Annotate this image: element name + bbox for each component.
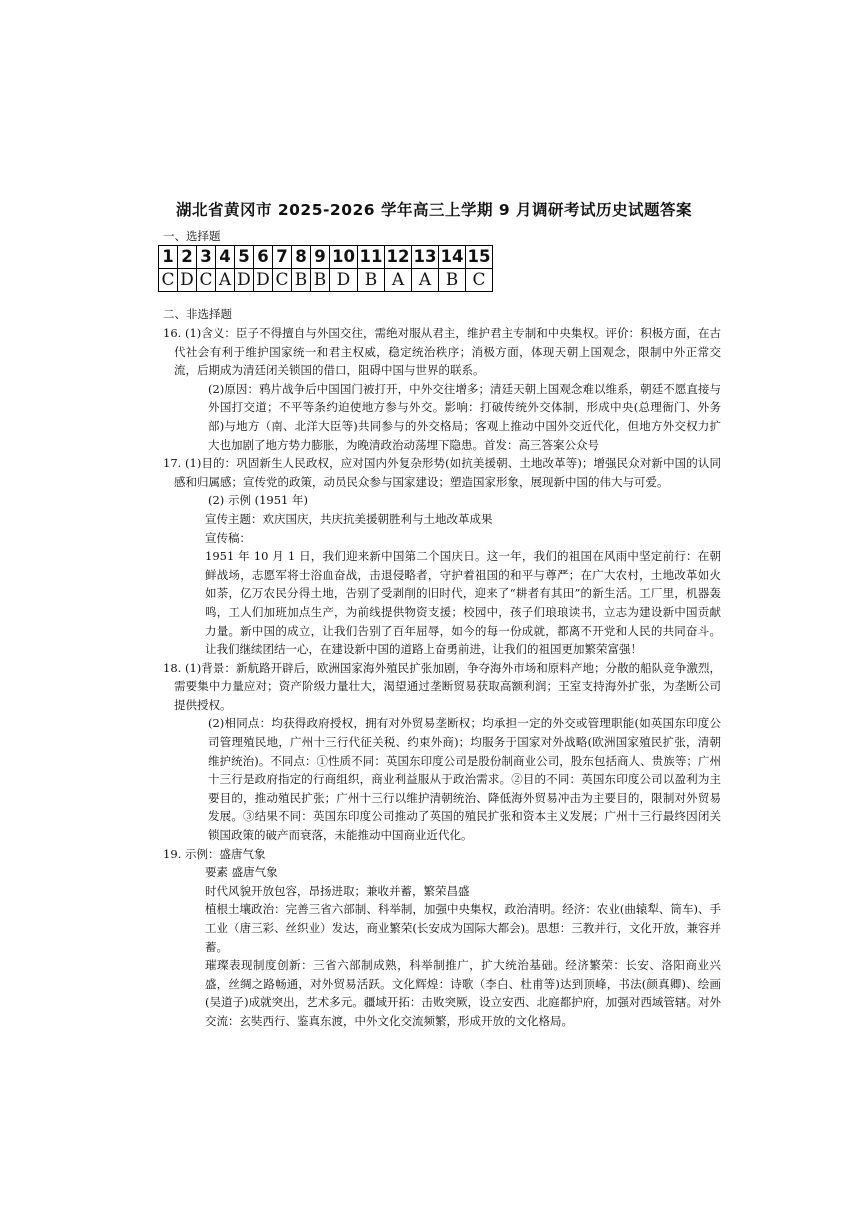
answer-table-number-row <box>159 246 493 269</box>
question-number: 15 <box>466 246 493 269</box>
answer-letter: B <box>292 269 311 292</box>
q16-part1: 16. (1)含义：臣子不得擅自与外国交往，需绝对服从君主，维护君主专制和中央集权。评价：积极方面，在古代社会有利于维护国家统一和君主权威，稳定统治秩序；消极方面，体现天朝上国观念，限制中外正常交流，后期成为清廷闭关锁国的借口，阻碍中国与世界的联系。 <box>163 326 721 378</box>
essay-answers <box>163 324 721 1031</box>
answer-letter: C <box>159 269 178 292</box>
answer-letter: B <box>358 269 385 292</box>
answer-table <box>158 245 493 292</box>
q18-part1: 18. (1)背景：新航路开辟后，欧洲国家海外殖民扩张加剧，争夺海外市场和原料产地；分散的船队竞争激烈，需要集中力量应对；资产阶级力量壮大，渴望通过垄断贸易获取高额利润；王室支持海外扩张，为垄断公司提供授权。 <box>163 660 721 712</box>
q17-part2: (2) 示例 (1951 年) <box>208 493 308 508</box>
q16-part2: (2)原因：鸦片战争后中国国门被打开，中外交往增多；清廷天朝上国观念难以维系，朝廷不愿直接与外国打交道；不平等条约迫使地方参与外交。影响：打破传统外交体制，形成中央(总理衙门、外务部)与地方（南、北洋大臣等)共同参与的外交格局；客观上推动中国外交近代化，但地方外交权力扩大也加剧了地方势力膨胀，为晚清政治动荡埋下隐患。首发：高三答案公众号 <box>208 381 721 452</box>
question-number: 9 <box>311 246 330 269</box>
question-number: 6 <box>254 246 273 269</box>
answer-letter: A <box>216 269 235 292</box>
answer-letter: B <box>311 269 330 292</box>
question-number: 12 <box>385 246 412 269</box>
answer-letter: B <box>439 269 466 292</box>
q19-roots: 植根土壤政治：完善三省六部制、科举制，加强中央集权，政治清明。经济：农业(曲辕犁、筒车)、手工业（唐三彩、丝织业）发达，商业繁荣(长安成为国际大都会)。思想：三教并行，文化开放，兼容并蓄。 <box>205 902 721 954</box>
answer-letter: D <box>235 269 254 292</box>
q19-spirit: 时代风貌开放包容，昂扬进取；兼收并蓄，繁荣昌盛 <box>205 883 470 898</box>
q19-elements: 要素 盛唐气象 <box>205 865 278 880</box>
question-number: 4 <box>216 246 235 269</box>
question-number: 2 <box>178 246 197 269</box>
question-number: 14 <box>439 246 466 269</box>
question-number: 3 <box>197 246 216 269</box>
q17-draft: 1951 年 10 月 1 日，我们迎来新中国第二个国庆日。这一年，我们的祖国在风雨中坚定前行：在朝鲜战场，志愿军将士浴血奋战，击退侵略者，守护着祖国的和平与尊严；在广大农村，土地改革如火如荼，亿万农民分得土地，告别了受剥削的旧时代，迎来了“耕者有其田”的新生活。工厂里，机器轰鸣，工人们加班加点生产，为前线提供物资支援；校园中，孩子们琅琅读书，立志为建设新中国贡献力量。新中国的成立，让我们告别了百年屈辱，如今的每一份成就，都离不开党和人民的共同奋斗。让我们继续团结一心，在建设新中国的道路上奋勇前进，让我们的祖国更加繁荣富强！ <box>205 549 721 657</box>
question-number: 1 <box>159 246 178 269</box>
answer-letter: C <box>273 269 292 292</box>
question-number: 11 <box>358 246 385 269</box>
answer-letter: D <box>178 269 197 292</box>
section-multiple-choice-label: 一、选择题 <box>163 229 221 243</box>
answer-letter: A <box>385 269 412 292</box>
answer-letter: A <box>412 269 439 292</box>
q17-draft-label: 宣传稿： <box>205 530 251 545</box>
page-title: 湖北省黄冈市 2025-2026 学年高三上学期 9 月调研考试历史试题答案 <box>175 201 693 219</box>
answer-letter: C <box>197 269 216 292</box>
answer-letter: D <box>330 269 358 292</box>
answer-letter: D <box>254 269 273 292</box>
answer-table-letter-row <box>159 269 493 292</box>
question-number: 5 <box>235 246 254 269</box>
question-number: 13 <box>412 246 439 269</box>
q19-achievements: 璀璨表现制度创新：三省六部制成熟，科举制推广，扩大统治基础。经济繁荣：长安、洛阳商业兴盛，丝绸之路畅通，对外贸易活跃。文化辉煌：诗歌（李白、杜甫等)达到顶峰，书法(颜真卿)、绘画(吴道子)成就突出，艺术多元。疆域开拓：击败突厥，设立安西、北庭都护府，加强对西域管辖。对外交流：玄奘西行、鉴真东渡，中外文化交流频繁，形成开放的文化格局。 <box>205 958 721 1028</box>
question-number: 10 <box>330 246 358 269</box>
question-number: 7 <box>273 246 292 269</box>
q17-part1: 17. (1)目的：巩固新生人民政权，应对国内外复杂形势(如抗美援朝、土地改革等)；增强民众对新中国的认同感和归属感；宣传党的政策，动员民众参与国家建设；塑造国家形象，展现新中国的伟大与可爱。 <box>163 456 721 489</box>
q18-part2: (2)相同点：均获得政府授权，拥有对外贸易垄断权；均承担一定的外交或管理职能(如英国东印度公司管理殖民地，广州十三行代征关税、约束外商)；均服务于国家对外战略(欧洲国家殖民扩张，清朝维护统治)。不同点：①性质不同：英国东印度公司是股份制商业公司，股东包括商人、贵族等；广州十三行是政府指定的行商组织，商业利益服从于政治需求。②目的不同：英国东印度公司以盈利为主要目的，推动殖民扩张；广州十三行以维护清朝统治、降低海外贸易冲击为主要目的，限制对外贸易发展。③结果不同：英国东印度公司推动了英国的殖民扩张和资本主义发展；广州十三行最终因闭关锁国政策的破产而衰落，未能推动中国商业近代化。 <box>208 716 721 843</box>
answer-letter: C <box>466 269 493 292</box>
q19-head: 19. 示例：盛唐气象 <box>163 846 266 861</box>
section-essay-label: 二、非选择题 <box>163 307 232 321</box>
q17-theme: 宣传主题：欢庆国庆，共庆抗美援朝胜利与土地改革成果 <box>205 511 493 526</box>
question-number: 8 <box>292 246 311 269</box>
